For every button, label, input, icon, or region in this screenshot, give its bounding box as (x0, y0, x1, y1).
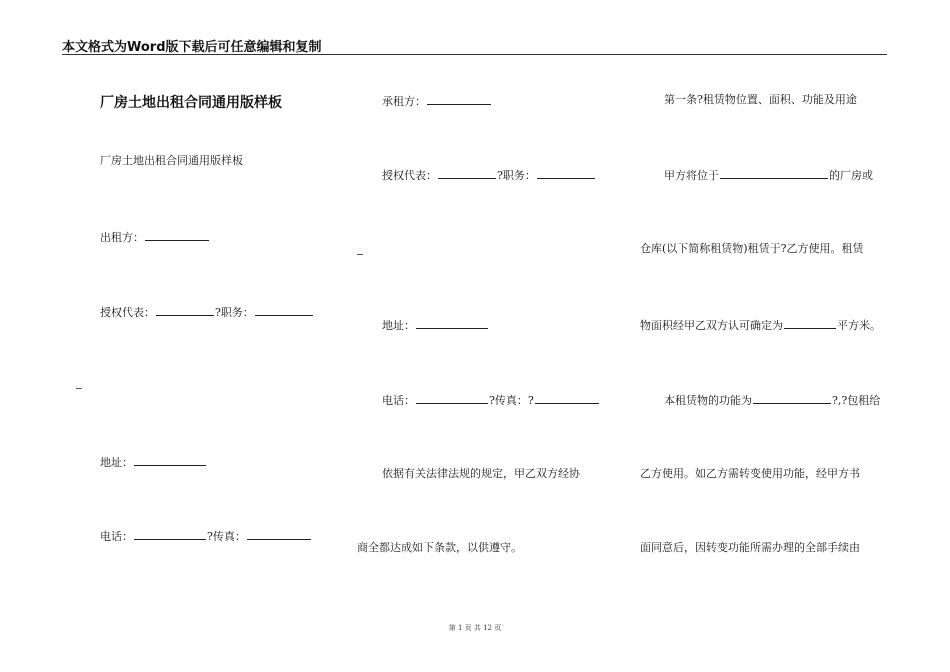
paragraph-line: 依据有关法律法规的规定，甲乙双方经协 (382, 467, 580, 480)
area-blank (784, 317, 836, 329)
article-heading: 第一条?租赁物位置、面积、功能及用途 (664, 93, 857, 106)
address-label: 地址： (382, 319, 415, 332)
stray-dash (357, 254, 363, 255)
lessee-line (382, 93, 492, 109)
text-segment: 甲方将位于 (664, 169, 719, 182)
text-segment: 平方米。 (837, 319, 881, 332)
lessor-blank (145, 229, 209, 241)
fax-label: ?传真：? (489, 394, 534, 407)
paragraph-line (640, 317, 881, 333)
location-blank (720, 167, 828, 179)
lessor-phone-line (100, 528, 312, 544)
rep-post-label: ?职务： (215, 306, 254, 319)
document-title: 厂房土地出租合同通用版样板 (100, 95, 282, 111)
rep-post-blank (537, 167, 595, 179)
rep-label: 授权代表： (382, 169, 437, 182)
paragraph-line: 商全都达成如下条款，以供遵守。 (357, 541, 522, 554)
fax-label: ?传真： (207, 530, 246, 543)
page-footer: 第 1 页 共 12 页 (448, 624, 502, 632)
lessor-line (100, 229, 210, 245)
rep-blank (156, 304, 214, 316)
lessor-rep-line (100, 304, 314, 320)
lessee-phone-line (382, 392, 600, 408)
lessee-address-line (382, 317, 489, 333)
text-segment: ?,?包租给 (832, 394, 881, 407)
text-segment: 物面积经甲乙双方认可确定为 (640, 319, 783, 332)
fax-blank (535, 392, 599, 404)
paragraph-line: 乙方使用。如乙方需转变使用功能，经甲方书 (640, 467, 860, 480)
header-divider (62, 54, 887, 55)
text-segment: 本租赁物的功能为 (664, 394, 752, 407)
address-label: 地址： (100, 456, 133, 469)
phone-blank (416, 392, 488, 404)
lessor-label: 出租方： (100, 231, 144, 244)
rep-post-label: ?职务： (497, 169, 536, 182)
address-blank (134, 454, 206, 466)
lessee-rep-line (382, 167, 596, 183)
stray-dash (76, 388, 82, 389)
rep-blank (438, 167, 496, 179)
paragraph-line: 仓库(以下简称租赁物)租赁于?乙方使用。租赁 (640, 242, 864, 255)
phone-label: 电话： (100, 530, 133, 543)
rep-label: 授权代表： (100, 306, 155, 319)
phone-label: 电话： (382, 394, 415, 407)
address-blank (416, 317, 488, 329)
subtitle: 厂房土地出租合同通用版样板 (100, 154, 243, 167)
lessee-label: 承租方： (382, 95, 426, 108)
rep-post-blank (255, 304, 313, 316)
text-segment: 的厂房或 (829, 169, 873, 182)
page-header: 本文格式为Word版下载后可任意编辑和复制 (62, 40, 322, 55)
lessee-blank (427, 93, 491, 105)
paragraph-line (664, 392, 880, 408)
lessor-address-line (100, 454, 207, 470)
phone-blank (134, 528, 206, 540)
paragraph-line: 面同意后，因转变功能所需办理的全部手续由 (640, 541, 860, 554)
fax-blank (247, 528, 311, 540)
function-blank (753, 392, 831, 404)
paragraph-line (664, 167, 873, 183)
